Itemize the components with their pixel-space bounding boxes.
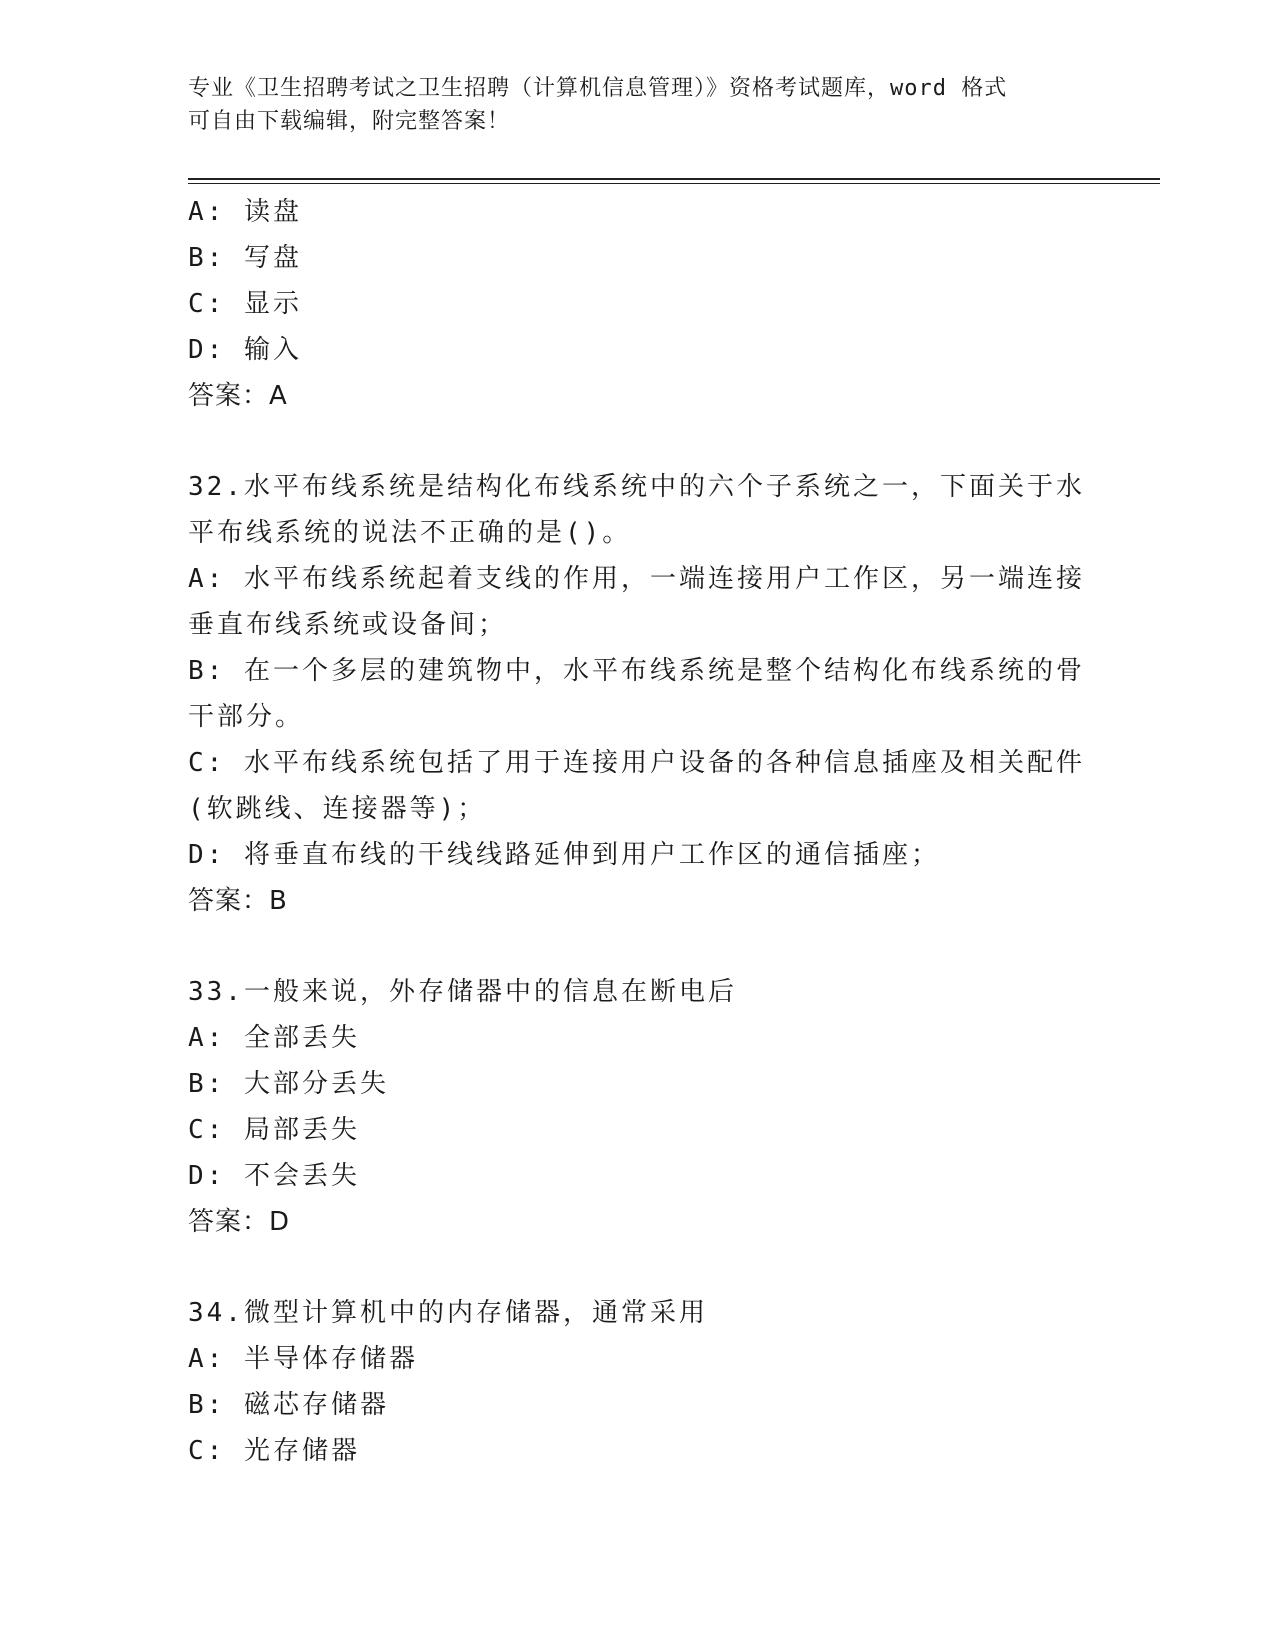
- header-divider-thick: [188, 178, 1160, 180]
- header-line-2: 可自由下载编辑，附完整答案！: [188, 109, 511, 134]
- option-a: A: 读盘: [188, 197, 302, 227]
- option-a-line-2: 垂直布线系统或设备间；: [188, 610, 508, 640]
- header-divider-thin: [188, 183, 1160, 184]
- option-a: A: 半导体存储器: [188, 1344, 418, 1374]
- option-c-line-1: C: 水平布线系统包括了用于连接用户设备的各种信息插座及相关配件: [188, 748, 1085, 778]
- block-spacer: [188, 419, 1088, 464]
- question-block-34: [188, 1290, 1088, 1474]
- block-spacer: [188, 1245, 1088, 1290]
- option-c: C: 局部丢失: [188, 1115, 360, 1145]
- header-line-1: 专业《卫生招聘考试之卫生招聘（计算机信息管理）》资格考试题库，word 格式: [188, 76, 1008, 101]
- option-a-line-1: A: 水平布线系统起着支线的作用，一端连接用户工作区，另一端连接: [188, 564, 1085, 594]
- option-b-line-2: 干部分。: [188, 702, 305, 732]
- answer: 答案：B: [188, 886, 288, 916]
- question-text: 34.微型计算机中的内存储器，通常采用: [188, 1298, 708, 1328]
- block-spacer: [188, 924, 1088, 969]
- question-block-32: [188, 464, 1088, 924]
- answer: 答案：D: [188, 1207, 291, 1237]
- option-a: A: 全部丢失: [188, 1023, 360, 1053]
- answer: 答案：A: [188, 381, 288, 411]
- option-b-line-1: B: 在一个多层的建筑物中，水平布线系统是整个结构化布线系统的骨: [188, 656, 1085, 686]
- option-b: B: 写盘: [188, 243, 302, 273]
- option-d: D: 输入: [188, 335, 302, 365]
- option-c: C: 显示: [188, 289, 302, 319]
- option-b: B: 磁芯存储器: [188, 1390, 389, 1420]
- question-text-line-2: 平布线系统的说法不正确的是()。: [188, 518, 632, 548]
- question-text-line-1: 32.水平布线系统是结构化布线系统中的六个子系统之一，下面关于水: [188, 472, 1085, 502]
- option-b: B: 大部分丢失: [188, 1069, 389, 1099]
- document-header: [188, 72, 1088, 138]
- question-block-33: [188, 969, 1088, 1245]
- option-c-line-2: (软跳线、连接器等)；: [188, 794, 487, 824]
- option-d: D: 将垂直布线的干线线路延伸到用户工作区的通信插座；: [188, 840, 940, 870]
- option-c: C: 光存储器: [188, 1436, 360, 1466]
- question-content: [188, 189, 1088, 1474]
- question-block-31: [188, 189, 1088, 419]
- option-d: D: 不会丢失: [188, 1161, 360, 1191]
- question-text: 33.一般来说，外存储器中的信息在断电后: [188, 977, 737, 1007]
